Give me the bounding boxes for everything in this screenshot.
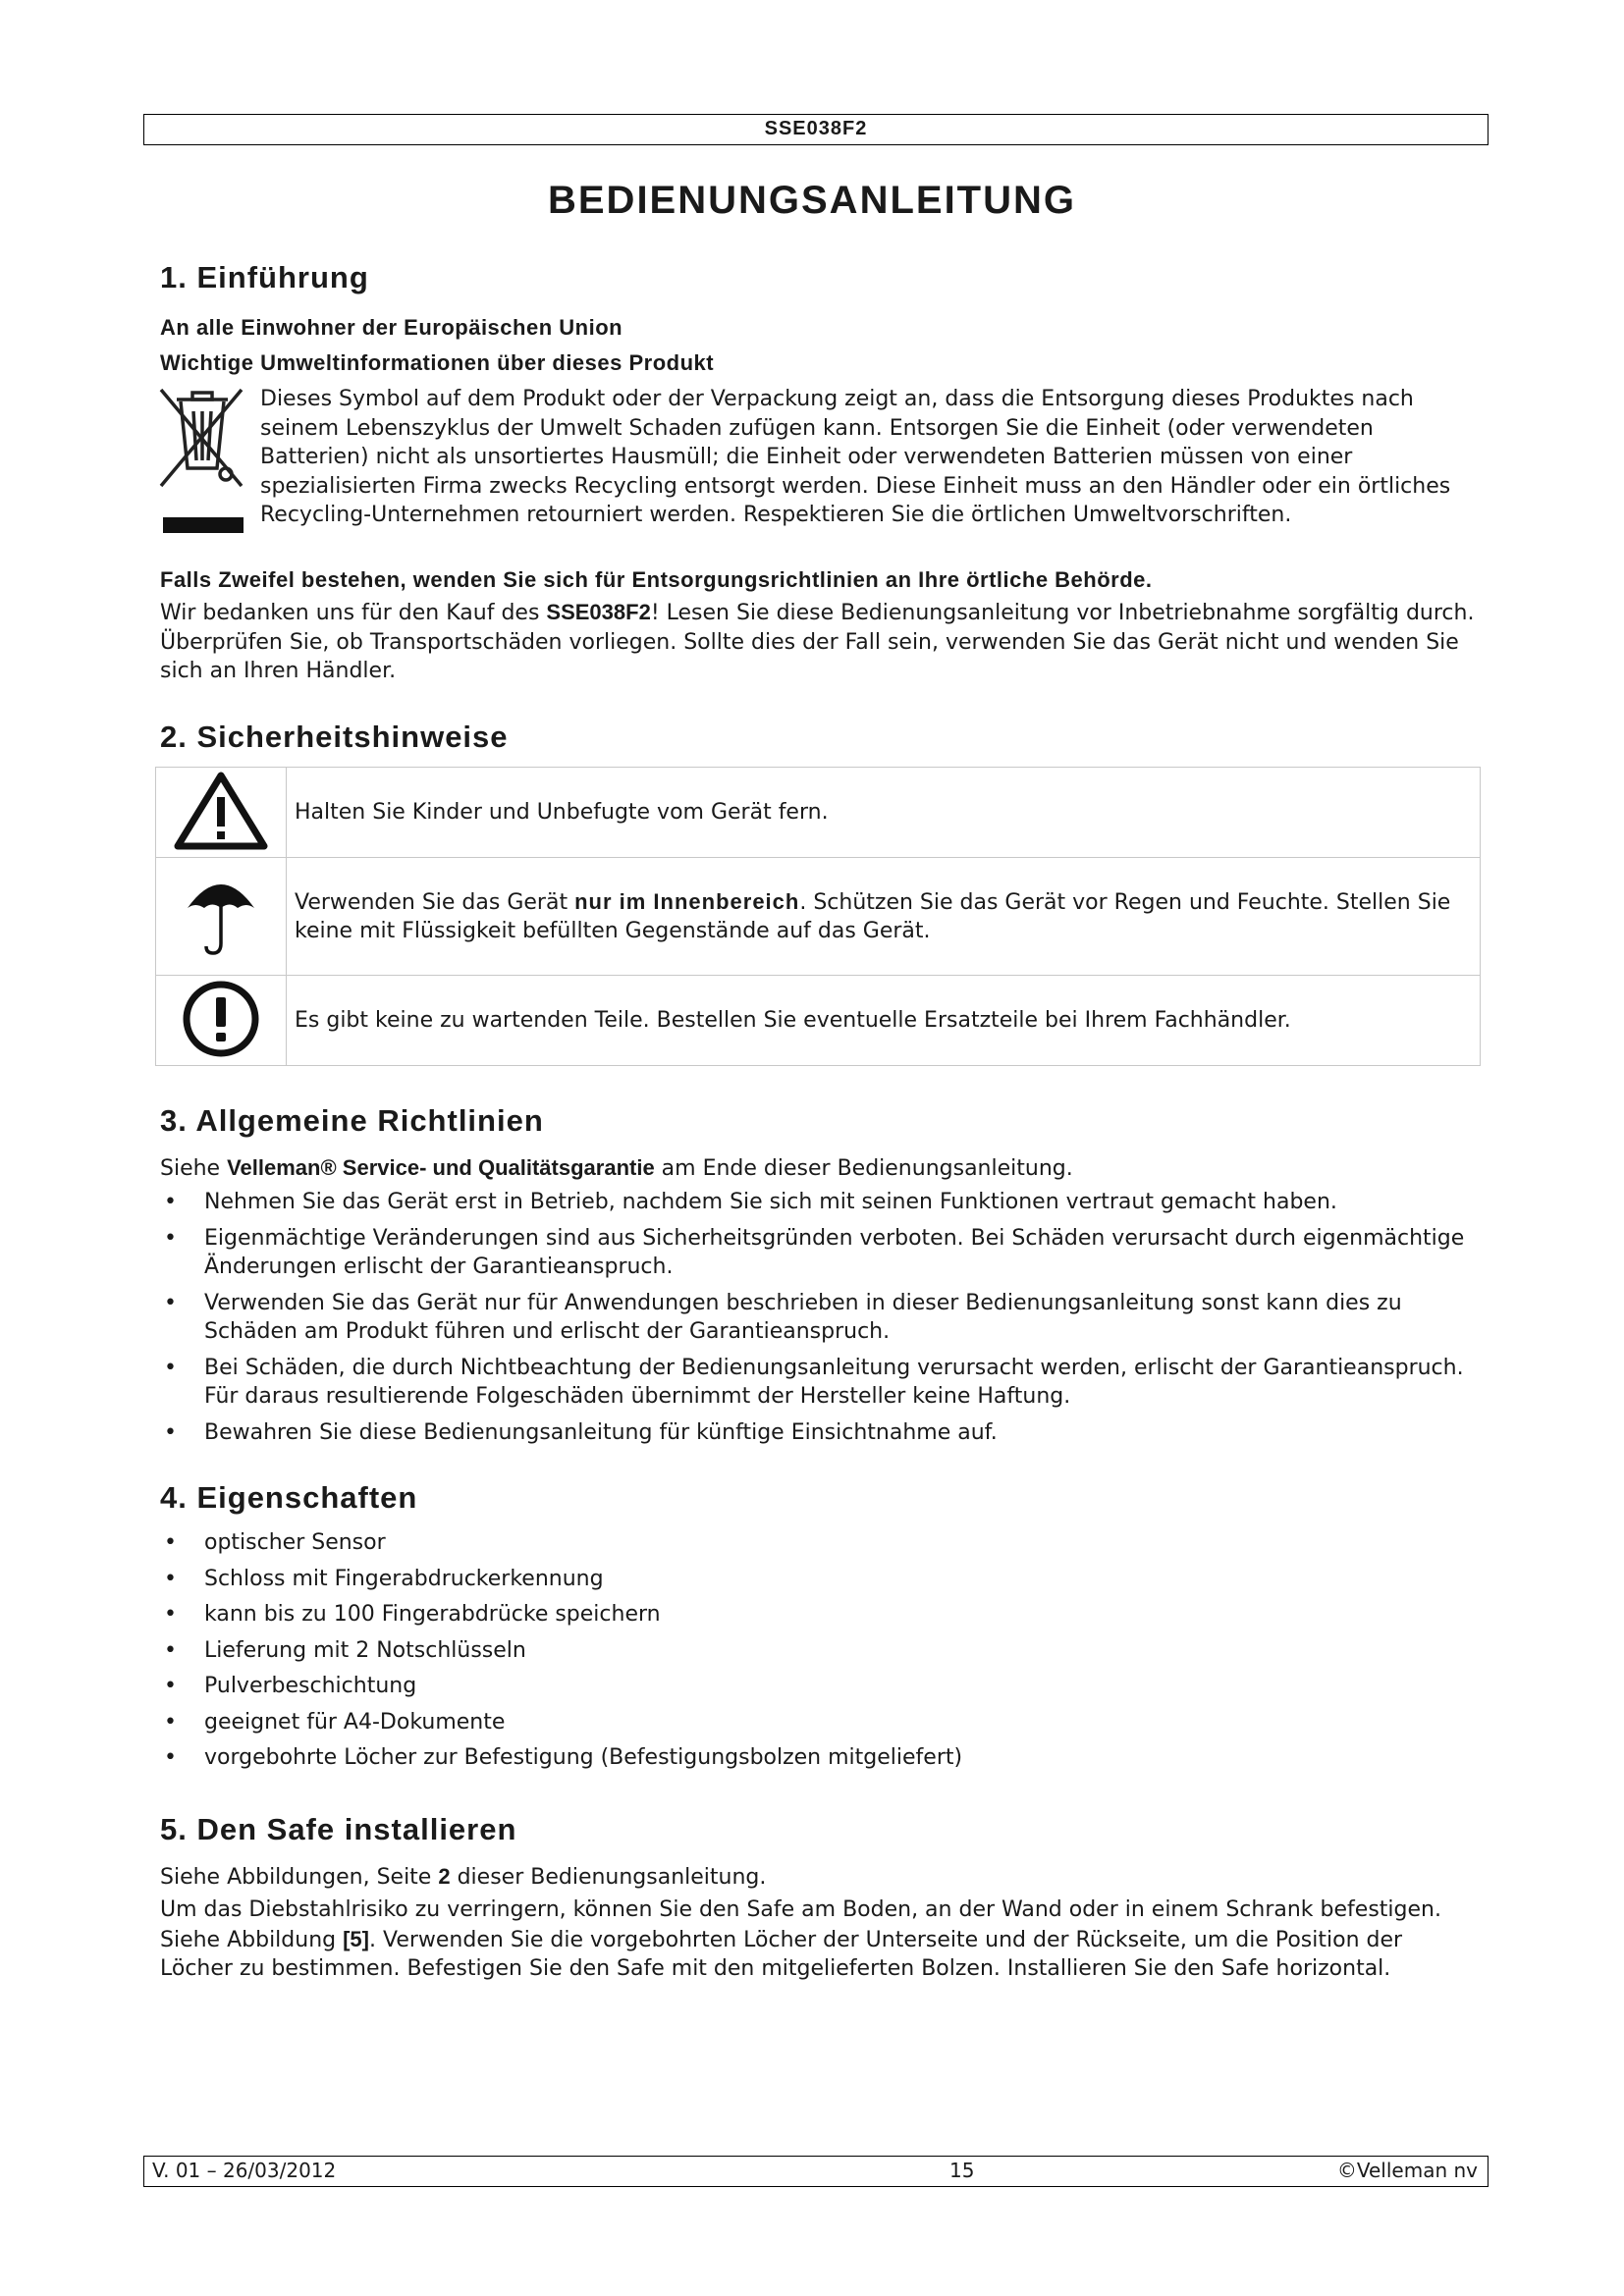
header-model: SSE038F2: [764, 118, 868, 139]
safety-row-indoor: [156, 858, 1481, 976]
thanks-model-name: SSE038F2: [546, 600, 651, 624]
figure-number-emphasis: [5]: [343, 1926, 369, 1951]
warning-triangle-icon: [174, 772, 268, 850]
list-item: • Nehmen Sie das Gerät erst in Betrieb, nachdem Sie sich mit seinen Funktionen vertraut gemacht haben.: [160, 1188, 1481, 1217]
weee-crossed-bin-icon: [157, 388, 245, 545]
document-title: BEDIENUNGSANLEITUNG: [547, 179, 1077, 222]
list-item: • Eigenmächtige Veränderungen sind aus Sicherheitsgründen verboten. Bei Schäden verursacht durch eigenmächtige Änderungen erlischt der Garantieanspruch.: [160, 1224, 1481, 1282]
indoor-only-emphasis: nur im Innenbereich: [574, 888, 800, 914]
features-list: [160, 1528, 1481, 1780]
list-item: • Bewahren Sie diese Bedienungsanleitung für künftige Einsichtnahme auf.: [160, 1418, 1481, 1448]
section5-heading: 5. Den Safe installieren: [160, 1812, 517, 1846]
list-item: • kann bis zu 100 Fingerabdrücke speichern: [160, 1600, 1481, 1629]
environment-info-line: Wichtige Umweltinformationen über dieses Produkt: [160, 350, 715, 375]
list-item: • geeignet für A4-Dokumente: [160, 1708, 1481, 1737]
safety-text-children: Halten Sie Kinder und Unbefugte vom Gerät fern.: [287, 768, 1481, 858]
thank-you-paragraph: Wir bedanken uns für den Kauf des SSE038F2! Lesen Sie diese Bedienungsanleitung vor Inbetriebnahme sorgfältig durch. Überprüfen Sie, ob Transportschäden vorliegen. Sollte dies der Fall sein, verwenden Sie das Gerät nicht und wenden Sie sich an Ihren Händler.: [160, 600, 1475, 683]
doubt-authority-line: Falls Zweifel bestehen, wenden Sie sich für Entsorgungsrichtlinien an Ihre örtliche Behörde.: [160, 567, 1153, 592]
caution-exclamation-icon: [181, 979, 261, 1059]
install-figure-reference: Siehe Abbildungen, Seite 2 dieser Bedienungsanleitung.: [160, 1864, 767, 1890]
section3-heading: 3. Allgemeine Richtlinien: [160, 1103, 544, 1138]
safety-text-parts: Es gibt keine zu wartenden Teile. Bestellen Sie eventuelle Ersatzteile bei Ihrem Fachhändler.: [287, 976, 1481, 1066]
list-item: • Pulverbeschichtung: [160, 1672, 1481, 1701]
header-model-box: [143, 114, 1489, 145]
list-item: • Schloss mit Fingerabdruckerkennung: [160, 1565, 1481, 1594]
guarantee-emphasis: Velleman® Service- und Qualitätsgarantie: [227, 1155, 655, 1180]
indoor-umbrella-icon: [182, 871, 260, 959]
footer-box: [143, 2156, 1489, 2187]
list-item: • vorgebohrte Löcher zur Befestigung (Befestigungsbolzen mitgeliefert): [160, 1743, 1481, 1773]
safety-instructions-table: [155, 767, 1481, 1066]
safety-row-children: [156, 768, 1481, 858]
safety-row-parts: [156, 976, 1481, 1066]
list-item: • Bei Schäden, die durch Nichtbeachtung der Bedienungsanleitung verursacht werden, erlischt der Garantieanspruch. Für daraus resultierende Folgeschäden übernimmt der Hersteller keine Haftung.: [160, 1354, 1481, 1412]
page-number-emphasis: 2: [438, 1864, 451, 1889]
list-item: • Lieferung mit 2 Notschlüsseln: [160, 1636, 1481, 1666]
weee-disposal-text: Dieses Symbol auf dem Produkt oder der Verpackung zeigt an, dass die Entsorgung dieses Produktes nach seinem Lebenszyklus der Umwelt Schaden zufügen kann. Entsorgen Sie die Einheit (oder verwendeten Batterien) nicht als unsortiertes Hausmüll; die Einheit oder verwendeten Batterien müssen von einer spezialisierten Firma zwecks Recycling entsorgt werden. Diese Einheit muss an den Händler oder ein örtliches Recycling-Unternehmen retourniert werden. Respektieren Sie die örtlichen Umweltvorschriften.: [260, 387, 1451, 527]
footer-version: V. 01 – 26/03/2012: [152, 2159, 337, 2182]
footer-page-number: 15: [949, 2159, 975, 2182]
list-item: • Verwenden Sie das Gerät nur für Anwendungen beschrieben in dieser Bedienungsanleitung sonst kann dies zu Schäden am Produkt führen und erlischt der Garantieanspruch.: [160, 1289, 1481, 1347]
eu-citizens-line: An alle Einwohner der Europäischen Union: [160, 315, 623, 340]
section1-heading: 1. Einführung: [160, 260, 369, 294]
list-item: • optischer Sensor: [160, 1528, 1481, 1558]
section4-heading: 4. Eigenschaften: [160, 1480, 418, 1515]
install-instructions-paragraph: Um das Diebstahlrisiko zu verringern, können Sie den Safe am Boden, an der Wand oder in einem Schrank befestigen. Siehe Abbildung [5]. Verwenden Sie die vorgebohrten Löcher der Unterseite und der Rückseite, um die Position der Löcher zu bestimmen. Befestigen Sie den Safe mit den mitgelieferten Bolzen. Installieren Sie den Safe horizontal.: [160, 1897, 1441, 1981]
section2-heading: 2. Sicherheitshinweise: [160, 720, 509, 754]
safety-text-indoor: Verwenden Sie das Gerät nur im Innenbereich. Schützen Sie das Gerät vor Regen und Feuchte. Stellen Sie keine mit Flüssigkeit befüllten Gegenstände auf das Gerät.: [287, 858, 1481, 976]
general-guidelines-list: [160, 1188, 1481, 1454]
footer-copyright: ©Velleman nv: [1336, 2159, 1478, 2182]
guarantee-reference: Siehe Velleman® Service- und Qualitätsgarantie am Ende dieser Bedienungsanleitung.: [160, 1155, 1073, 1181]
